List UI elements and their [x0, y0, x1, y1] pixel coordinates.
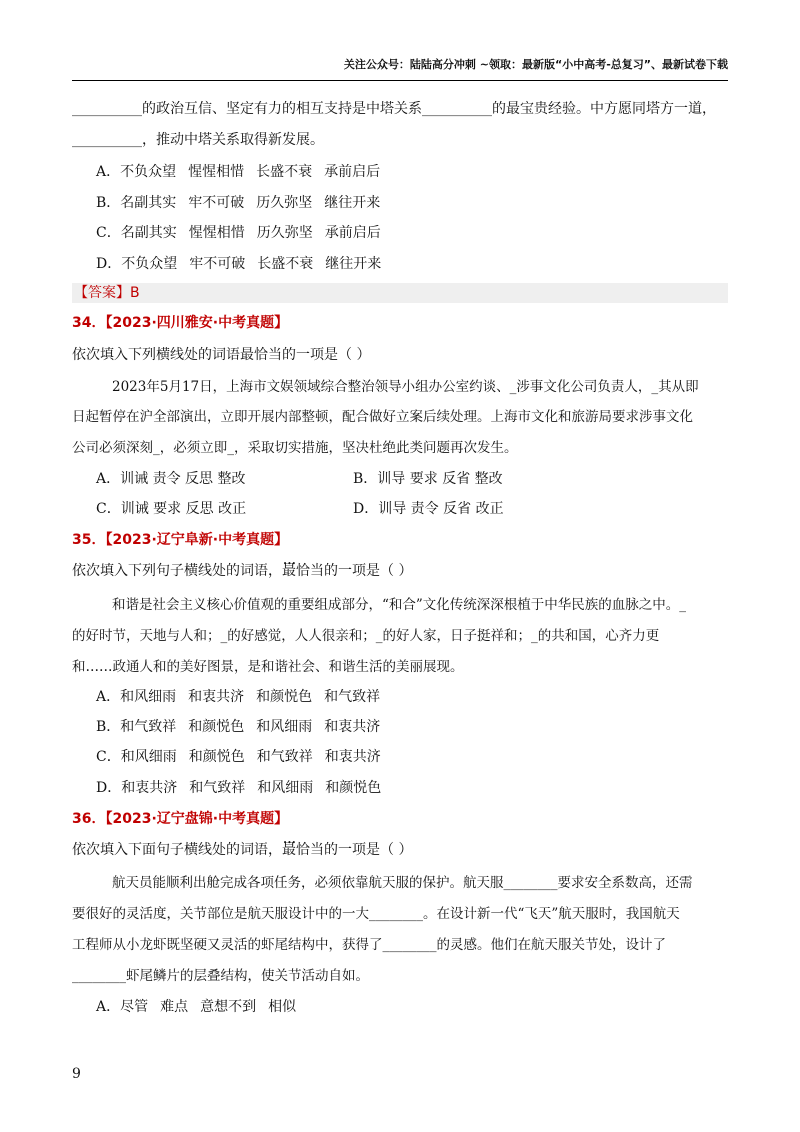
- q36-passage-line: 航天员能顺利出舱完成各项任务，必须依靠航天服的保护。航天服________要求安全系数高，还需: [112, 875, 693, 891]
- q35-option-b: B．和气致祥 和颜悦色 和风细雨 和衷共济: [96, 719, 381, 735]
- q33-stem-line: __________，推动中塔关系取得新发展。: [72, 132, 324, 148]
- q34-number: 34．: [72, 315, 106, 331]
- q34-option-c: C．训诫 要求 反思 改正: [96, 501, 247, 517]
- q33-option-b: B．名副其实 牢不可破 历久弥坚 继往开来: [96, 195, 381, 211]
- q36-passage-line: 工程师从小龙虾既坚硬又灵活的虾尾结构中，获得了________的灵感。他们在航天服关节处，设计了: [72, 937, 666, 953]
- q35-passage-line: 和……政通人和的美好图景，是和谐社会、和谐生活的美丽展现。: [72, 659, 464, 675]
- q33-option-a: A．不负众望 惺惺相惜 长盛不衰 承前启后: [96, 164, 381, 180]
- q34-passage-line: 日起暂停在沪全部演出，立即开展内部整顿，配合做好立案后续处理。上海市文化和旅游局要求涉事文化: [72, 409, 693, 425]
- q35-prompt: 依次填入下列句子横线处的词语，• • • 最恰当的一项是（ ）: [72, 562, 412, 580]
- page-header: 关注公众号：陆陆高分冲刺 ~领取：最新版“小中高考-总复习”、最新试卷下载: [343, 58, 728, 71]
- q34-source: 【2023·四川雅安·中考真题】: [105, 315, 289, 331]
- q33-option-d: D．不负众望 牢不可破 长盛不衰 继往开来: [96, 256, 382, 272]
- q34-option-b: B．训导 要求 反省 整改: [353, 471, 503, 487]
- page-number: 9: [72, 1066, 81, 1082]
- q34-heading: [72, 314, 288, 332]
- q34-option-a: A．训诫 责令 反思 整改: [96, 471, 246, 487]
- q36-number: 36．: [72, 811, 106, 827]
- q34-passage-line: 公司必须深刻_，必须立即_，采取切实措施，坚决杜绝此类问题再次发生。: [72, 440, 518, 456]
- q35-passage-line: 的好时节，天地与人和；_的好感觉，人人很亲和；_的好人家，日子挺祥和；_的共和国，心齐力更: [72, 628, 660, 644]
- q33-answer: 【答案】B: [74, 285, 140, 301]
- header-rule: [72, 80, 728, 81]
- q35-passage-line: 和谐是社会主义核心价值观的重要组成部分，“和合”文化传统深深根植于中华民族的血脉之中。_: [112, 597, 687, 613]
- q36-prompt: 依次填入下面句子横线处的词语，• • • 最恰当的一项是（ ）: [72, 841, 412, 859]
- q34-option-d: D．训导 责令 反省 改正: [353, 501, 504, 517]
- q36-source: 【2023·辽宁盘锦·中考真题】: [105, 811, 289, 827]
- q33-stem-line: __________的政治互信、坚定有力的相互支持是中塔关系__________的最宝贵经验。中方愿同塔方一道，: [72, 101, 716, 117]
- q34-passage-line: 2023年5月17日，上海市文娱领域综合整治领导小组办公室约谈、_涉事文化公司负责人，_其从即: [112, 379, 699, 395]
- q34-prompt: 依次填入下列横线处的词语最恰当的一项是（ ）: [72, 347, 371, 363]
- emphasis-dots: • • • 最恰当: [282, 842, 324, 858]
- q35-number: 35．: [72, 532, 106, 548]
- answer-bar: [72, 283, 728, 303]
- q36-passage-line: ________虾尾鳞片的层叠结构，使关节活动自如。: [72, 968, 369, 984]
- q35-source: 【2023·辽宁阜新·中考真题】: [105, 532, 289, 548]
- q33-option-c: C．名副其实 惺惺相惜 历久弥坚 承前启后: [96, 225, 381, 241]
- emphasis-dots: • • • 最恰当: [282, 563, 324, 579]
- q35-option-c: C．和风细雨 和颜悦色 和气致祥 和衷共济: [96, 749, 381, 765]
- q36-option-a: A．尽管 难点 意想不到 相似: [96, 999, 297, 1015]
- q36-heading: [72, 810, 288, 828]
- q35-heading: [72, 531, 288, 549]
- q35-option-d: D．和衷共济 和气致祥 和风细雨 和颜悦色: [96, 780, 382, 796]
- q36-passage-line: 要很好的灵活度，关节部位是航天服设计中的一大________。在设计新一代“飞天”航天服时，我国航天: [72, 906, 680, 922]
- q35-option-a: A．和风细雨 和衷共济 和颜悦色 和气致祥: [96, 689, 381, 705]
